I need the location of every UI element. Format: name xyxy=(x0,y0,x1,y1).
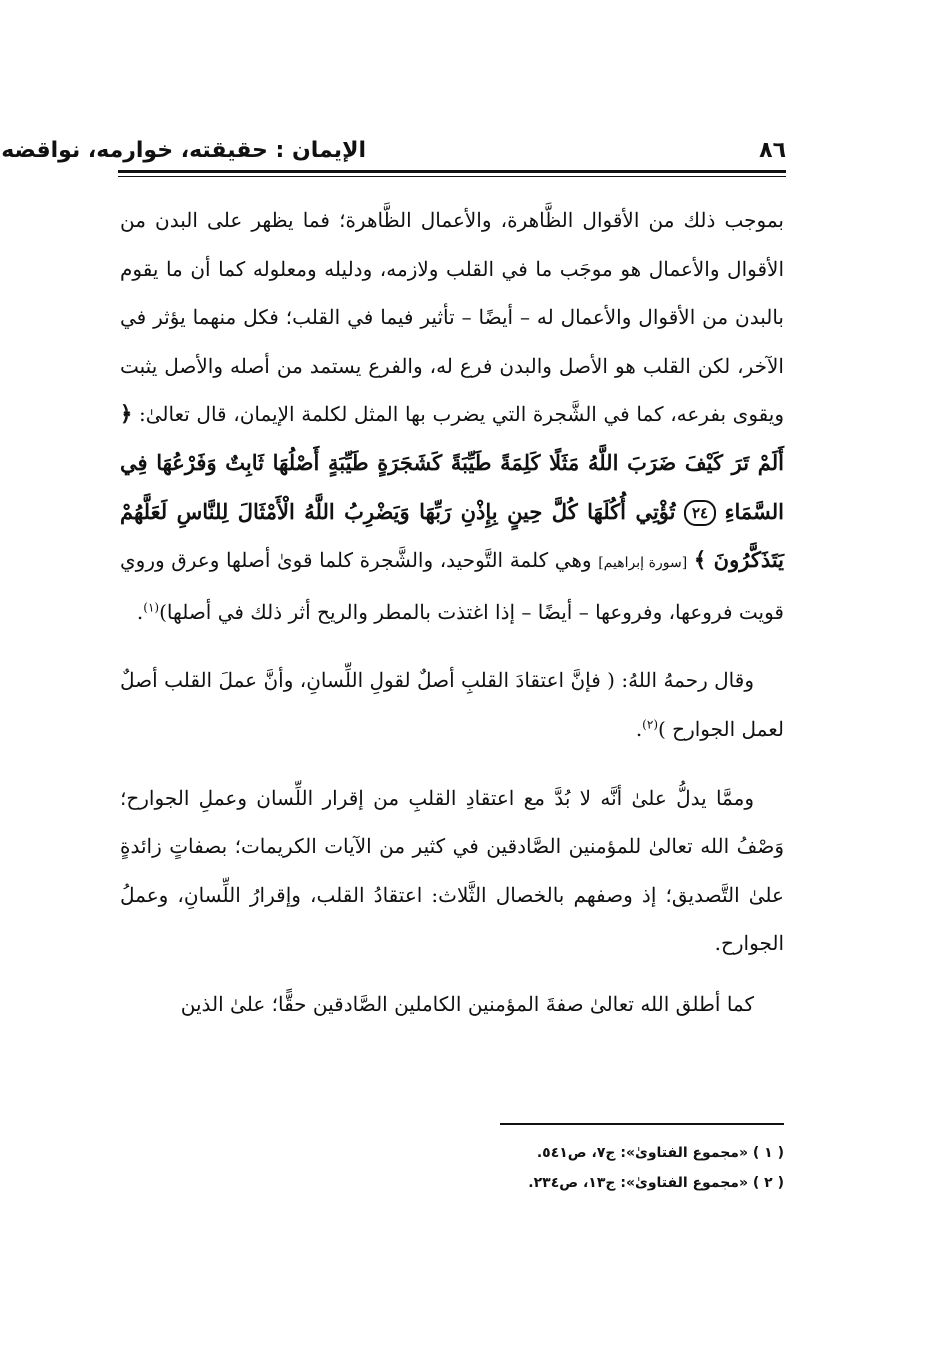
running-header xyxy=(1,132,786,172)
running-title: الإيمان : حقيقته، خوارمه، نواقضه xyxy=(1,138,366,163)
surah-reference: [سورة إبراهيم] xyxy=(598,555,688,572)
footnotes xyxy=(380,1138,784,1198)
page-number: ٨٦ xyxy=(759,138,786,163)
footnote-separator xyxy=(500,1123,784,1125)
header-rule-thick xyxy=(118,170,786,173)
paragraph-2-text: وقال رحمهُ اللهُ: ( فإنَّ اعتقادَ القلبِ أصلٌ لقولِ اللِّسانِ، وأنَّ عملَ القلب أصلٌ لعمل الجوارح ) xyxy=(120,668,784,741)
footnote-marker-2: (٢) xyxy=(642,717,658,732)
quran-verse-part-1: ﴿ أَلَمْ تَرَ كَيْفَ ضَرَبَ اللَّهُ مَثَلًا كَلِمَةً طَيِّبَةً كَشَجَرَةٍ طَيِّبَةٍ أَصْلُهَا ثَابِتٌ وَفَرْعُهَا فِي السَّمَاءِ xyxy=(120,401,785,524)
footnote-marker-1: (١) xyxy=(143,600,160,615)
footnote-2: ( ٢ ) «مجموع الفتاوىٰ»: ج١٣، ص٢٣٤. xyxy=(528,1175,784,1191)
paragraph-1-end: . xyxy=(136,599,144,624)
header-rule-thin xyxy=(118,176,786,177)
main-text xyxy=(120,196,784,1029)
quran-verse-part-2: تُؤْتِي أُكُلَهَا كُلَّ حِينٍ بِإِذْنِ رَبِّهَا وَيَضْرِبُ اللَّهُ الْأَمْثَالَ لِلنَّاسِ لَعَلَّهُمْ يَتَذَكَّرُونَ ﴾ xyxy=(120,498,785,573)
paragraph-2-end: . xyxy=(635,716,643,741)
paragraph-1-text: بموجب ذلك من الأقوال الظَّاهرة، والأعمال الظَّاهرة؛ فما يظهر على البدن من الأقوال والأعمال هو موجَب ما في القلب ولازمه، ودليله ومعلوله كما أن ما يقوم بالبدن من الأقوال والأعمال له – أيضًا – تأثير فيما في القلب؛ فكل منهما يؤثر في الآخر، لكن القلب هو الأصل والبدن فرع له، والفرع يستمد من أصله والأصل يثبت ويقوى بفرعه، كما في الشَّجرة التي يضرب بها المثل لكلمة الإيمان، قال تعالىٰ: xyxy=(120,208,785,427)
paragraph-3: وممَّا يدلُّ علىٰ أنَّه لا بُدَّ مع اعتقادِ القلبِ من إقرار اللِّسان وعملِ الجوارح؛ وَصْفُ الله تعالىٰ للمؤمنين الصَّادقين في كثير من الآيات الكريمات؛ بصفاتٍ زائدةٍ علىٰ التَّصديق؛ إذ وصفهم بالخصال الثَّلاث: اعتقادُ القلب، وإقرارُ اللِّسانِ، وعملُ الجوارح. xyxy=(120,785,784,956)
paragraph-4: كما أطلق الله تعالىٰ صفةَ المؤمنين الكاملين الصَّادقين حقًّا؛ علىٰ الذين xyxy=(180,991,754,1016)
paragraph-1 xyxy=(120,196,784,636)
paragraph-1-continuation: وهي كلمة التَّوحيد، والشَّجرة كلما قوىٰ أصلها وعرق وروي قويت فروعها، وفروعها – أيضًا – إذا اغتذت بالمطر والريح أثر ذلك في أصلها) xyxy=(120,548,784,624)
footnote-1: ( ١ ) «مجموع الفتاوىٰ»: ج٧، ص٥٤١. xyxy=(536,1145,784,1161)
paragraph-2 xyxy=(120,656,784,753)
ayah-number-marker: ٢٤ xyxy=(684,500,716,526)
